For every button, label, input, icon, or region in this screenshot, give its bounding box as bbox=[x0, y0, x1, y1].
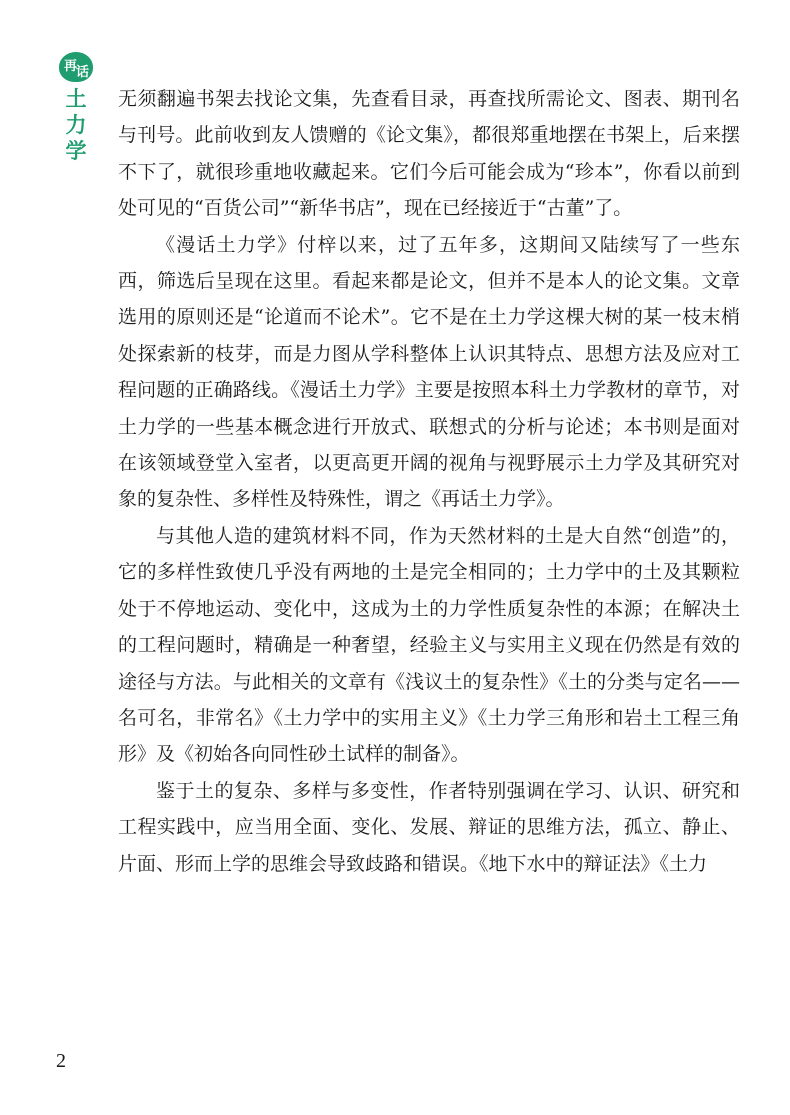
book-title-char: 土 bbox=[65, 87, 87, 111]
paragraph-continued: 无须翻遍书架去找论文集，先查看目录，再查找所需论文、图表、期刊名与刊号。此前收到友人馈赠的《论文集》，都很郑重地摆在书架上，后来摆不下了，就很珍重地收藏起来。它们今后可能会成为“珍本”，你看以前到处可见的“百货公司”“新华书店”，现在已经接近于“古董”了。 bbox=[118, 88, 740, 220]
paragraph: 《漫话土力学》付梓以来，过了五年多，这期间又陆续写了一些东西，筛选后呈现在这里。看起来都是论文，但并不是本人的论文集。文章选用的原则还是“论道而不论术”。它不是在土力学这棵大树的某一枝末梢处探索新的枝芽，而是力图从学科整体上认识其特点、思想方法及应对工程问题的正确路线。《漫话土力学》主要是按照本科土力学教材的章节，对土力学的一些基本概念进行开放式、联想式的分析与论述；本书则是面对在该领域登堂入室者，以更高更开阔的视角与视野展示土力学及其研究对象的复杂性、多样性及特殊性，谓之《再话土力学》。 bbox=[118, 233, 740, 511]
paragraph: 与其他人造的建筑材料不同，作为天然材料的土是大自然“创造”的，它的多样性致使几乎没有两地的土是完全相同的；土力学中的土及其颗粒处于不停地运动、变化中，这成为土的力学性质复杂性的本源；在解决土的工程问题时，精确是一种奢望，经验主义与实用主义现在仍然是有效的途径与方法。与此相关的文章有《浅议土的复杂性》《土的分类与定名——名可名，非常名》《土力学中的实用主义》《土力学三角形和岩土工程三角形》及《初始各向同性砂土试样的制备》。 bbox=[118, 524, 740, 766]
running-header bbox=[56, 52, 96, 164]
book-title bbox=[66, 86, 87, 164]
book-title-char: 力 bbox=[65, 113, 87, 137]
paragraph: 鉴于土的复杂、多样与多变性，作者特别强调在学习、认识、研究和工程实践中，应当用全面、变化、发展、辩证的思维方法，孤立、静止、片面、形而上学的思维会导致歧路和错误。《地下水中的辩证法》《土力 bbox=[118, 779, 740, 875]
badge-char-1: 再 bbox=[63, 58, 76, 74]
body-text bbox=[118, 81, 740, 882]
badge-char-2: 话 bbox=[76, 64, 89, 80]
series-badge bbox=[59, 52, 93, 82]
book-title-char: 学 bbox=[65, 139, 87, 163]
page-number: 2 bbox=[56, 1050, 66, 1072]
